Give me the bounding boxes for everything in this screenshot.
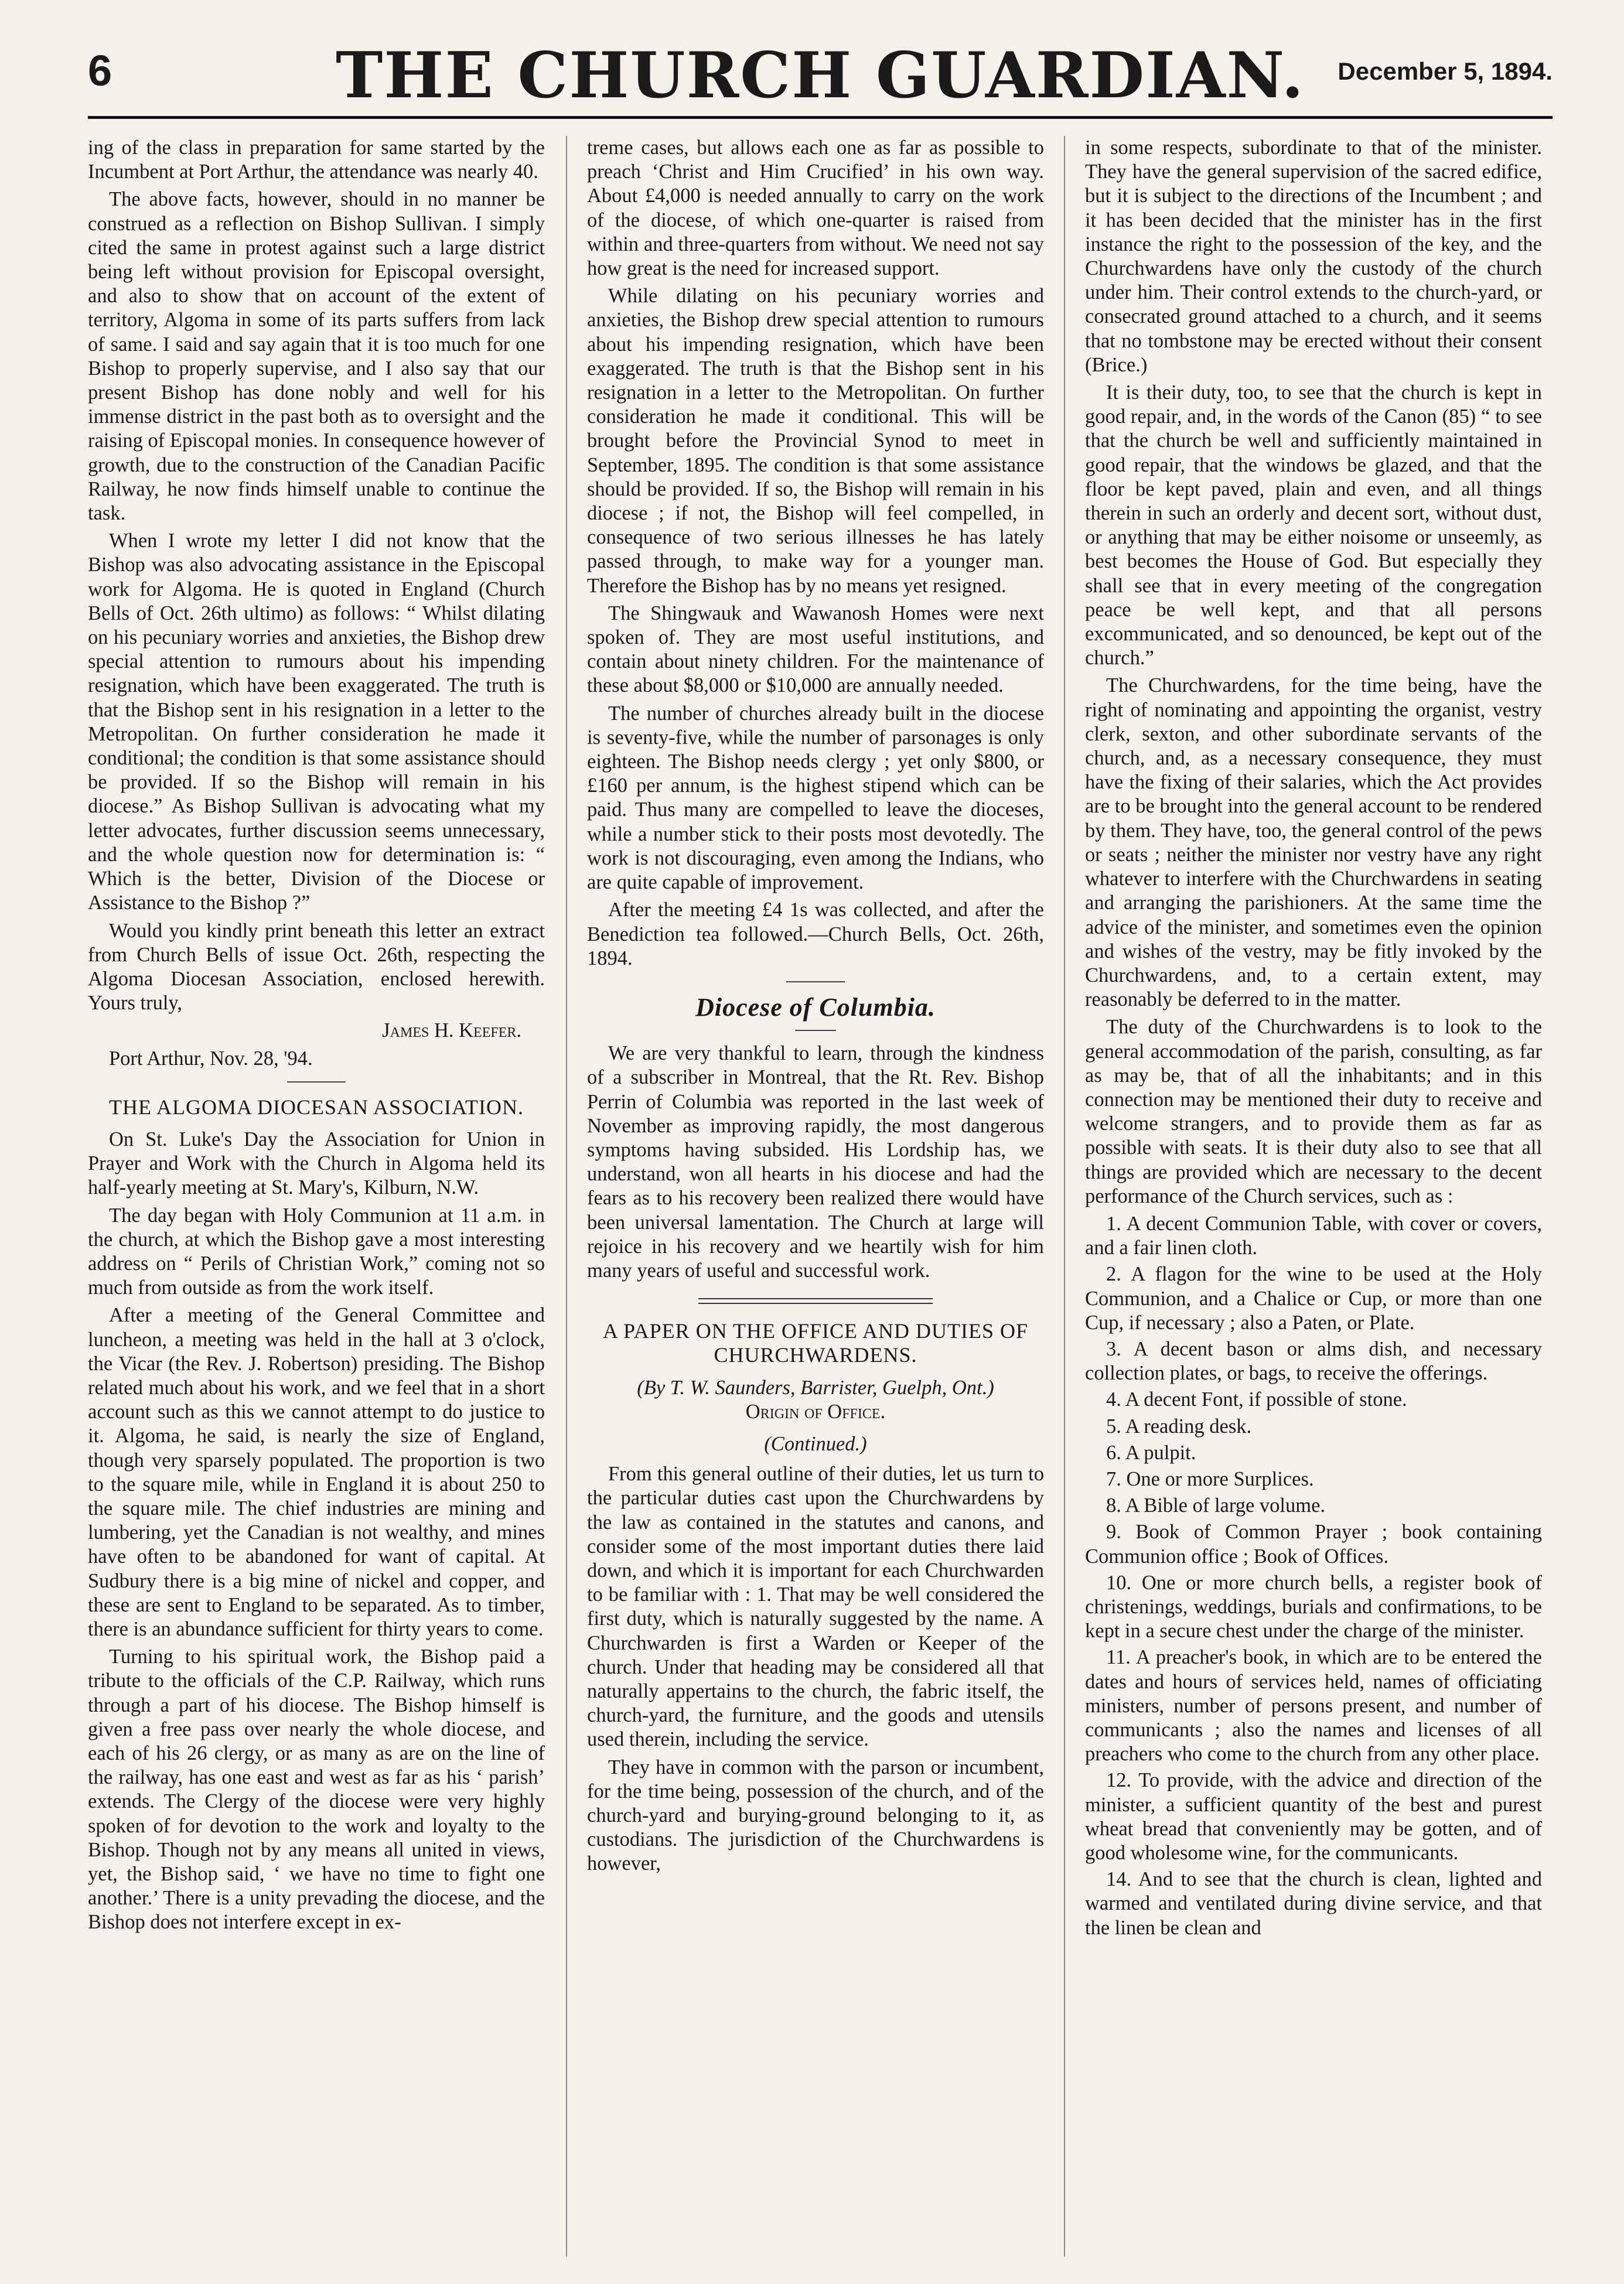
list-item: 6. A pulpit. <box>1106 1441 1196 1464</box>
paragraph: The above facts, however, should in no manner be construed as a reflection on Bishop Sullivan. I simply cited the same in protest against such a large district being left without provision for Episcopal oversight, and also to show that on account of the extent of territory, Algoma in some of its parts suffers from lack of same. I said and say again that it is too much for one Bishop to properly supervise, and I also say that our present Bishop has done nobly and well for his immense district in the past both as to oversight and the raising of Episcopal monies. In consequence however of growth, due to the construction of the Canadian Pacific Railway, he now finds himself unable to continue the task. <box>88 188 545 525</box>
list-item: 11. A preacher's book, in which are to be entered the dates and hours of services held, names of officiating ministers, number of persons present, and number of communicants ; also the names and licenses of all preachers who come to the church from any other place. <box>1085 1646 1542 1766</box>
paragraph: From this general outline of their duties, let us turn to the particular duties cast upon the Churchwardens by the law as contained in the statutes and canons, and consider some of the most important duties there laid down, and which it is important for each Churchwarden to be familiar with : 1. That may be well considered the first duty, which is naturally suggested by the name. A Churchwarden is first a Warden or Keeper of the church. Under that heading may be considered all that naturally appertains to the church, the fabric itself, the church-yard, the furniture, and the goods and utensils used therein, including the service. <box>587 1463 1044 1751</box>
list-item: 9. Book of Common Prayer ; book containing Communion office ; Book of Offices. <box>1085 1521 1542 1568</box>
list-item: 7. One or more Surplices. <box>1106 1467 1314 1490</box>
paragraph: While dilating on his pecuniary worries and anxieties, the Bishop drew special attention to rumours about his impending resignation, which have been exaggerated. The truth is that the Bishop sent in his resignation in a letter to the Metropolitan. On further consideration he made it conditional. This will be brought before the Provincial Synod to meet in September, 1895. The condition is that some assistance should be provided. If so, the Bishop will remain in his diocese ; if not, the Bishop will feel compelled, in consequence of two serious illnesses he has lately passed through, to make way for a younger man. Therefore the Bishop has by no means yet resigned. <box>587 285 1044 597</box>
paragraph: The number of churches already built in the diocese is seventy-five, while the number of parsonages is only eighteen. The Bishop needs clergy ; yet only $800, or £160 per annum, is the highest stipend which can be paid. Thus many are compelled to leave the dioceses, while a number stick to their posts most devotedly. The work is not discouraging, even among the Indians, who are quite capable of improvement. <box>587 702 1044 894</box>
list-item: 8. A Bible of large volume. <box>1106 1494 1326 1517</box>
section-heading: Diocese of Columbia. <box>695 992 936 1022</box>
paragraph: ing of the class in preparation for same started by the Incumbent at Port Arthur, the attendance was nearly 40. <box>88 136 545 183</box>
page-header <box>88 28 1553 119</box>
paragraph: The day began with Holy Communion at 11 a.m. in the church, at which the Bishop gave a most interesting address on “ Perils of Christian Work,” coming not so much from outside as from the work itself. <box>88 1204 545 1299</box>
column-3 <box>1085 136 1542 2256</box>
paragraph: They have in common with the parson or incumbent, for the time being, possession of the church, and of the church-yard and burying-ground belonging to it, as custodians. The jurisdiction of the Churchwardens is however, <box>587 1756 1044 1875</box>
double-rule <box>698 1298 933 1304</box>
list-item: 14. And to see that the church is clean, lighted and warmed and ventilated during divine service, and that the linen be clean and <box>1085 1868 1542 1939</box>
column-2 <box>587 136 1044 2256</box>
letter-place-date: Port Arthur, Nov. 28, '94. <box>109 1047 313 1070</box>
section-rule <box>795 1030 836 1031</box>
page-number: 6 <box>88 46 112 95</box>
issue-date: December 5, 1894. <box>1338 57 1553 85</box>
list-item: 3. A decent bason or alms dish, and necessary collection plates, or bags, to receive the offerings. <box>1085 1337 1542 1385</box>
paragraph: After the meeting £4 1s was collected, and after the Benediction tea followed.—Church Bells, Oct. 26th, 1894. <box>587 899 1044 969</box>
section-rule <box>287 1081 346 1083</box>
column-1 <box>88 136 545 2256</box>
list-item: 2. A flagon for the wine to be used at the Holy Communion, and a Chalice or Cup, or more than one Cup, if necessary ; also a Paten, or Plate. <box>1085 1263 1542 1334</box>
paragraph: The duty of the Churchwardens is to look to the general accommodation of the parish, consulting, as far as may be, that of all the inhabitants; and in this connection may be mentioned their duty to receive and welcome strangers, and to provide them as far as possible with seats. It is their duty also to see that all things are provided which are necessary to the decent performance of the Church services, such as : <box>1085 1016 1542 1207</box>
list-item: 12. To provide, with the advice and direction of the minister, a sufficient quantity of the best and purest wheat bread that conveniently may be gotten, and of good wholesome wine, for the communicants. <box>1085 1769 1542 1865</box>
subheading: Origin of Office. <box>745 1400 886 1423</box>
list-item: 4. A decent Font, if possible of stone. <box>1106 1388 1407 1411</box>
column-divider <box>566 136 567 2256</box>
paragraph: Turning to his spiritual work, the Bishop paid a tribute to the officials of the C.P. Railway, which runs through a part of his diocese. The Bishop himself is given a free pass over nearly the whole diocese, and each of his 26 clergy, or as many as are on the line of the railway, has one east and west as far as his ‘ parish’ extends. The Clergy of the diocese were very highly spoken of for devotion to the work and loyalty to the Bishop. Though not by any means all united in views, yet, the Bishop said, ‘ we have no time to fight one another.’ There is a unity prevading the diocese, and the Bishop does not interfere except in ex- <box>88 1645 545 1934</box>
column-divider <box>1064 136 1065 2256</box>
paragraph: in some respects, subordinate to that of the minister. They have the general supervision of the sacred edifice, but it is subject to the directions of the Incumbent ; and it has been decided that the minister has in the first instance the right to the possession of the key, and the Churchwardens have only the custody of the church under him. Their control extends to the church-yard, or consecrated ground attached to a church, and it seems that no tombstone may be erected without their consent (Brice.) <box>1085 136 1542 376</box>
paragraph: On St. Luke's Day the Association for Union in Prayer and Work with the Church in Algoma held its half-yearly meeting at St. Mary's, Kilburn, N.W. <box>88 1128 545 1199</box>
list-item: 1. A decent Communion Table, with cover or covers, and a fair linen cloth. <box>1085 1212 1542 1259</box>
paragraph: Would you kindly print beneath this letter an extract from Church Bells of issue Oct. 26th, respecting the Algoma Diocesan Association, enclosed herewith. Yours truly, <box>88 919 545 1015</box>
byline: (By T. W. Saunders, Barrister, Guelph, Ont.) <box>637 1376 994 1399</box>
section-heading: THE ALGOMA DIOCESAN ASSOCIATION. <box>108 1095 524 1119</box>
paragraph: The Churchwardens, for the time being, have the right of nominating and appointing the organist, vestry clerk, sexton, and other subordinate servants of the church, and, as a necessary consequence, they must have the fixing of their salaries, which the Act provides are to be brought into the general account to be rendered by them. They have, too, the general control of the pews or seats ; neither the minister nor vestry have any right whatever to interfere with the Churchwardens in seating and arranging the parishioners. At the same time the advice of the minister, and sometimes even the opinion and wishes of the vestry, may be fitly invoked by the Churchwardens, and, to a certain extent, may reasonably be deferred to in the matter. <box>1085 674 1542 1011</box>
section-heading: A PAPER ON THE OFFICE AND DUTIES OF CHURCHWARDENS. <box>602 1319 1029 1367</box>
list-item: 5. A reading desk. <box>1106 1415 1252 1438</box>
paragraph: treme cases, but allows each one as far as possible to preach ‘Christ and Him Crucified’ in his own way. About £4,000 is needed annually to carry on the work of the diocese, of which one-quarter is raised from within and three-quarters from without. We need not say how great is the need for increased support. <box>587 136 1044 280</box>
masthead-title: THE CHURCH GUARDIAN. <box>336 39 1305 112</box>
continued-note: (Continued.) <box>764 1432 867 1455</box>
paragraph: It is their duty, too, to see that the church is kept in good repair, and, in the words of the Canon (85) “ to see that the church be well and sufficiently maintained in good repair, that the windows be glazed, and that the floor be kept paved, plain and even, and all things therein in such an orderly and decent sort, without dust, or anything that may be either noisome or unseemly, as best becomes the House of God. But especially they shall see that in every meeting of the congregation peace be well kept, and that all persons excommunicated, and so denounced, be kept out of the church.” <box>1085 381 1542 670</box>
paragraph: We are very thankful to learn, through the kindness of a subscriber in Montreal, that the Rt. Rev. Bishop Perrin of Columbia was reported in the last week of November as improving rapidly, the most dangerous symptoms having subsided. His Lordship has, we understand, won all hearts in his diocese and had the fears as to his recovery been realized there would have been universal lamentation. The Church at large will rejoice in his recovery and we heartily wish for him many years of useful and successful work. <box>587 1042 1044 1282</box>
paragraph: After a meeting of the General Committee and luncheon, a meeting was held in the hall at 3 o'clock, the Vicar (the Rev. J. Robertson) presiding. The Bishop related much about his work, and we feel that in a short account such as this we cannot attempt to do justice to it. Algoma, he said, is nearly the size of England, though very sparsely populated. The proportion is two to the square mile, while in England it is about 250 to the square mile. The chief industries are mining and lumbering, yet the Canadian is not wealthy, and mines have often to be abandoned for want of capital. At Sudbury there is a big mine of nickel and copper, and these are sent to England to be separated. As to timber, there is an abundance sufficient for thirty years to come. <box>88 1304 545 1640</box>
paragraph: When I wrote my letter I did not know that the Bishop was also advocating assistance in the Episcopal work for Algoma. He is quoted in England (Church Bells of Oct. 26th ultimo) as follows: “ Whilst dilating on his pecuniary worries and anxieties, the Bishop drew special attention to rumours about his impending resignation, which have been exaggerated. The truth is that the Bishop sent in his resignation in a letter to the Metropolitan. On further consideration he made it conditional; the condition is that some assistance should be provided. If so the Bishop will remain in his diocese.” As Bishop Sullivan is advocating what my letter advocates, further discussion seems unnecessary, and the whole question now for determination is: “ Which is the better, Division of the Diocese or Assistance to the Bishop ?” <box>88 530 545 914</box>
section-rule <box>786 981 845 982</box>
paragraph: The Shingwauk and Wawanosh Homes were next spoken of. They are most useful institutions, and contain about ninety children. For the maintenance of these about $8,000 or $10,000 are annually needed. <box>587 602 1044 697</box>
letter-signature: James H. Keefer. <box>382 1019 521 1042</box>
list-item: 10. One or more church bells, a register book of christenings, weddings, burials and confirmations, to be kept in a secure chest under the charge of the minister. <box>1085 1571 1542 1643</box>
